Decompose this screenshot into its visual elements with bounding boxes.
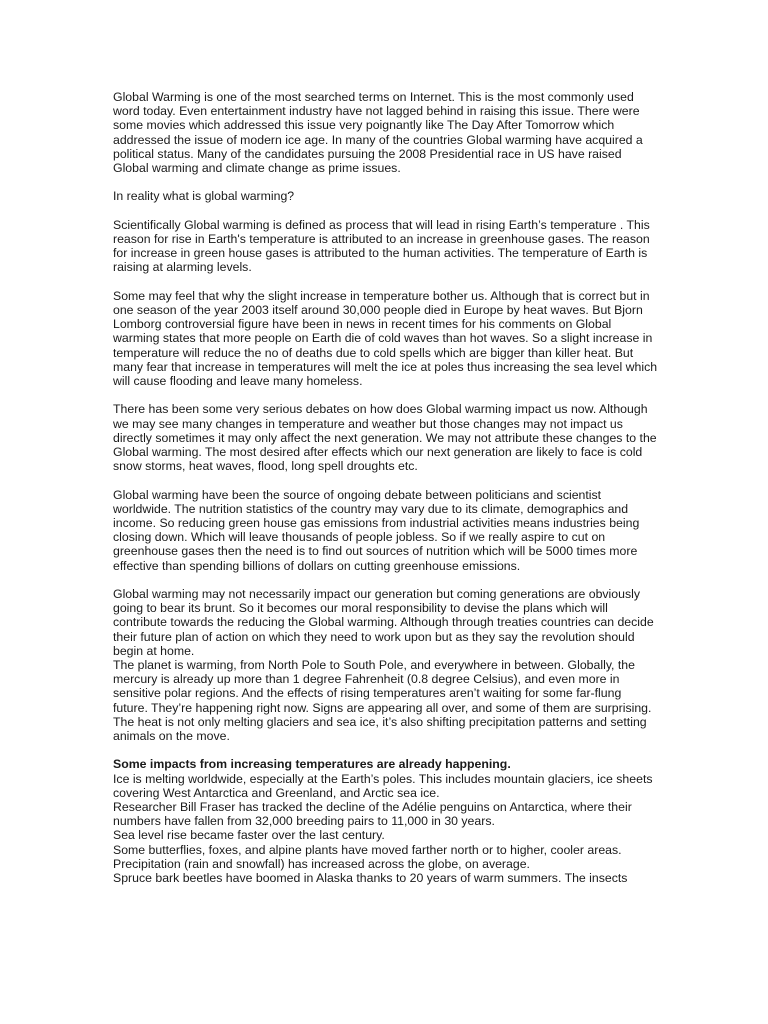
list-item: Sea level rise became faster over the last century. (113, 828, 385, 843)
paragraph-debates: There has been some very serious debates on how does Global warming impact us now. Although we may see many changes in temperature and weather but those changes may not impact us directly sometimes it may only affect the next generation. We may not attribute these changes to the Global warming. The most desired after effects which our next generation are likely to face is cold snow storms, heat waves, flood, long spell droughts etc. (113, 402, 657, 474)
paragraph-planet: The planet is warming, from North Pole to South Pole, and everywhere in between. Globally, the mercury is already up more than 1 degree Fahrenheit (0.8 degree Celsius), and even more in sensitive polar regions. And the effects of rising temperatures aren’t waiting for some far-flung future. They’re happening right now. Signs are appearing all over, and some of them are surprising. The heat is not only melting glaciers and sea ice, it’s also shifting precipitation patterns and setting animals on the move. (113, 658, 652, 744)
paragraph-politics: Global warming have been the source of ongoing debate between politicians and scientist worldwide. The nutrition statistics of the country may vary due to its climate, demographics and income. So reducing green house gas emissions from industrial activities means industries being closing down. Which will leave thousands of people jobless. So if we really aspire to cut on greenhouse gases then the need is to find out sources of nutrition which will be 5000 times more effective than spending billions of dollars on cutting greenhouse emissions. (113, 487, 640, 573)
paragraph-definition: Scientifically Global warming is defined as process that will lead in rising Earth’s temperature . This reason for rise in Earth's temperature is attributed to an increase in greenhouse gases. The reason for increase in green house gases is attributed to the human activities. The temperature of Earth is raising at alarming levels. (113, 217, 650, 275)
paragraph-intro: Global Warming is one of the most searched terms on Internet. This is the most commonly used word today. Even entertainment industry have not lagged behind in raising this issue. There were some movies which addressed this issue very poignantly like The Day After Tomorrow which addressed the issue of modern ice age. In many of the countries Global warming have acquired a political status. Many of the candidates pursuing the 2008 Presidential race in US have raised Global warming and climate change as prime issues. (113, 90, 643, 176)
impacts-heading: Some impacts from increasing temperatures are already happening. (113, 757, 511, 772)
list-item: Precipitation (rain and snowfall) has increased across the globe, on average. (113, 856, 530, 871)
list-item: Spruce bark beetles have boomed in Alaska thanks to 20 years of warm summers. The insects (113, 871, 628, 886)
paragraph-question: In reality what is global warming? (113, 189, 295, 204)
paragraph-temperature: Some may feel that why the slight increase in temperature bother us. Although that is correct but in one season of the year 2003 itself around 30,000 people died in Europe by heat waves. But Bjorn Lomborg controversial figure have been in news in recent times for his comments on Global warming states that more people on Earth die of cold waves than hot waves. So a slight increase in temperature will reduce the no of deaths due to cold spells which are bigger than killer heat. But many fear that increase in temperatures will melt the ice at poles thus increasing the sea level which will cause flooding and leave many homeless. (113, 288, 658, 389)
document-page (113, 90, 658, 885)
list-item: Some butterflies, foxes, and alpine plants have moved farther north or to higher, cooler areas. (113, 842, 622, 857)
list-item: Researcher Bill Fraser has tracked the decline of the Adélie penguins on Antarctica, where their numbers have fallen from 32,000 breeding pairs to 11,000 in 30 years. (113, 800, 632, 829)
list-item: Ice is melting worldwide, especially at the Earth’s poles. This includes mountain glaciers, ice sheets covering West Antarctica and Greenland, and Arctic sea ice. (113, 771, 653, 800)
paragraph-generations: Global warming may not necessarily impact our generation but coming generations are obviously going to bear its brunt. So it becomes our moral responsibility to devise the plans which will contribute towards the reducing the Global warming. Although through treaties countries can decide their future plan of action on which they need to work upon but as they say the revolution should begin at home. (113, 587, 654, 658)
impacts-list (113, 772, 658, 886)
